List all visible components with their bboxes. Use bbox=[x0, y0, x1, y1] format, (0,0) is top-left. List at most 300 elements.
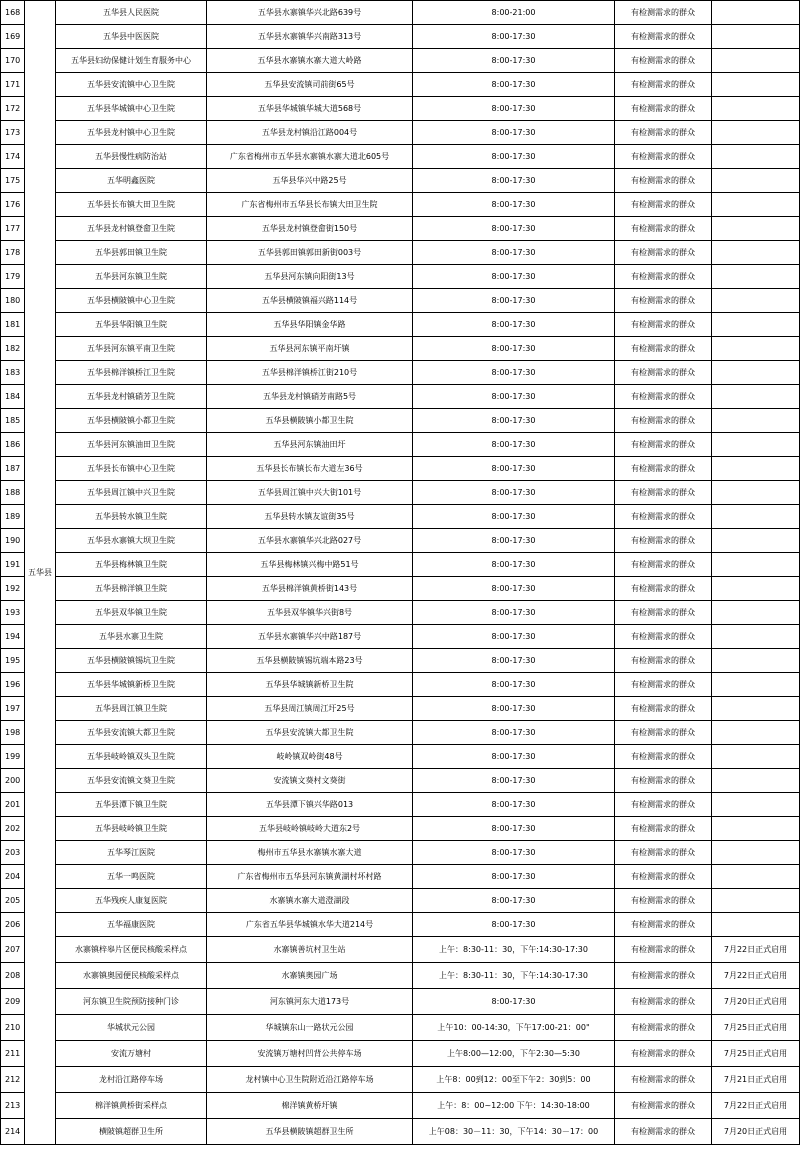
service-hours: 8:00-17:30 bbox=[413, 697, 615, 721]
remark: 7月25日正式启用 bbox=[712, 1015, 800, 1041]
site-address: 河东镇河东大道173号 bbox=[207, 989, 413, 1015]
row-number: 207 bbox=[1, 937, 25, 963]
site-address: 五华县华城镇华城大道568号 bbox=[207, 97, 413, 121]
target-group: 有检测需求的群众 bbox=[615, 529, 712, 553]
row-number: 208 bbox=[1, 963, 25, 989]
service-hours: 上午：8:30-11：30，下午:14:30-17:30 bbox=[413, 937, 615, 963]
row-number: 204 bbox=[1, 865, 25, 889]
service-hours: 上午8:00—12:00，下午2:30—5:30 bbox=[413, 1041, 615, 1067]
target-group: 有检测需求的群众 bbox=[615, 1067, 712, 1093]
target-group: 有检测需求的群众 bbox=[615, 721, 712, 745]
table-row bbox=[1, 889, 800, 913]
remark: 7月20日正式启用 bbox=[712, 989, 800, 1015]
remark bbox=[712, 865, 800, 889]
target-group: 有检测需求的群众 bbox=[615, 481, 712, 505]
target-group: 有检测需求的群众 bbox=[615, 673, 712, 697]
site-address: 五华县水寨镇华兴中路187号 bbox=[207, 625, 413, 649]
target-group: 有检测需求的群众 bbox=[615, 193, 712, 217]
table-row bbox=[1, 817, 800, 841]
site-address: 五华县华阳镇金华路 bbox=[207, 313, 413, 337]
table-row bbox=[1, 1067, 800, 1093]
site-name: 水寨镇梓皋片区便民核酸采样点 bbox=[56, 937, 207, 963]
table-row bbox=[1, 841, 800, 865]
table-row bbox=[1, 361, 800, 385]
target-group: 有检测需求的群众 bbox=[615, 49, 712, 73]
site-name: 五华县横陂镇中心卫生院 bbox=[56, 289, 207, 313]
service-hours: 8:00-17:30 bbox=[413, 649, 615, 673]
remark bbox=[712, 673, 800, 697]
table-row bbox=[1, 793, 800, 817]
table-row bbox=[1, 457, 800, 481]
site-name: 五华县横陂镇小都卫生院 bbox=[56, 409, 207, 433]
site-name: 五华县横陂镇锡坑卫生院 bbox=[56, 649, 207, 673]
site-name: 五华县龙村镇登畲卫生院 bbox=[56, 217, 207, 241]
service-hours: 8:00-17:30 bbox=[413, 769, 615, 793]
row-number: 197 bbox=[1, 697, 25, 721]
remark bbox=[712, 649, 800, 673]
target-group: 有检测需求的群众 bbox=[615, 457, 712, 481]
site-name: 五华县转水镇卫生院 bbox=[56, 505, 207, 529]
site-address: 安流镇万塘村凹背公共停车场 bbox=[207, 1041, 413, 1067]
site-name: 水寨镇奥园便民核酸采样点 bbox=[56, 963, 207, 989]
table-row bbox=[1, 913, 800, 937]
table-row bbox=[1, 1015, 800, 1041]
table-row bbox=[1, 553, 800, 577]
remark bbox=[712, 793, 800, 817]
site-address: 五华县双华镇华兴街8号 bbox=[207, 601, 413, 625]
target-group: 有检测需求的群众 bbox=[615, 97, 712, 121]
target-group: 有检测需求的群众 bbox=[615, 769, 712, 793]
remark bbox=[712, 505, 800, 529]
service-hours: 8:00-17:30 bbox=[413, 673, 615, 697]
site-address: 五华县长布镇长布大道左36号 bbox=[207, 457, 413, 481]
site-name: 河东镇卫生院预防接种门诊 bbox=[56, 989, 207, 1015]
site-name: 五华一鸣医院 bbox=[56, 865, 207, 889]
remark bbox=[712, 25, 800, 49]
target-group: 有检测需求的群众 bbox=[615, 313, 712, 337]
row-number: 191 bbox=[1, 553, 25, 577]
site-address: 水寨镇水寨大道澄湖段 bbox=[207, 889, 413, 913]
site-name: 五华县华阳镇卫生院 bbox=[56, 313, 207, 337]
target-group: 有检测需求的群众 bbox=[615, 289, 712, 313]
remark bbox=[712, 601, 800, 625]
site-address: 广东省梅州市五华县长布镇大田卫生院 bbox=[207, 193, 413, 217]
site-name: 五华县妇幼保健计划生育服务中心 bbox=[56, 49, 207, 73]
site-name: 五华县梅林镇卫生院 bbox=[56, 553, 207, 577]
site-address: 水寨镇奥园广场 bbox=[207, 963, 413, 989]
site-address: 五华县龙村镇硝芳南路5号 bbox=[207, 385, 413, 409]
service-hours: 8:00-17:30 bbox=[413, 553, 615, 577]
remark bbox=[712, 313, 800, 337]
service-hours: 8:00-17:30 bbox=[413, 49, 615, 73]
remark bbox=[712, 145, 800, 169]
remark bbox=[712, 841, 800, 865]
remark: 7月25日正式启用 bbox=[712, 1041, 800, 1067]
site-name: 五华县长布镇大田卫生院 bbox=[56, 193, 207, 217]
service-hours: 8:00-17:30 bbox=[413, 625, 615, 649]
site-name: 五华县人民医院 bbox=[56, 1, 207, 25]
table-row bbox=[1, 625, 800, 649]
table-row bbox=[1, 963, 800, 989]
row-number: 179 bbox=[1, 265, 25, 289]
site-address: 安流镇文葵村文葵街 bbox=[207, 769, 413, 793]
target-group: 有检测需求的群众 bbox=[615, 433, 712, 457]
table-row bbox=[1, 865, 800, 889]
remark bbox=[712, 265, 800, 289]
row-number: 213 bbox=[1, 1093, 25, 1119]
table-row bbox=[1, 1119, 800, 1145]
table-row bbox=[1, 313, 800, 337]
site-name: 五华县潭下镇卫生院 bbox=[56, 793, 207, 817]
service-hours: 8:00-17:30 bbox=[413, 889, 615, 913]
service-hours: 8:00-17:30 bbox=[413, 265, 615, 289]
target-group: 有检测需求的群众 bbox=[615, 385, 712, 409]
remark bbox=[712, 73, 800, 97]
service-hours: 8:00-17:30 bbox=[413, 817, 615, 841]
row-number: 200 bbox=[1, 769, 25, 793]
site-address: 五华县横陂镇小都卫生院 bbox=[207, 409, 413, 433]
remark bbox=[712, 553, 800, 577]
table-row bbox=[1, 97, 800, 121]
remark bbox=[712, 721, 800, 745]
table-row bbox=[1, 529, 800, 553]
remark bbox=[712, 481, 800, 505]
row-number: 176 bbox=[1, 193, 25, 217]
remark bbox=[712, 169, 800, 193]
target-group: 有检测需求的群众 bbox=[615, 169, 712, 193]
site-address: 岐岭镇双岭街48号 bbox=[207, 745, 413, 769]
row-number: 178 bbox=[1, 241, 25, 265]
row-number: 210 bbox=[1, 1015, 25, 1041]
target-group: 有检测需求的群众 bbox=[615, 73, 712, 97]
site-name: 五华县河东镇平南卫生院 bbox=[56, 337, 207, 361]
row-number: 187 bbox=[1, 457, 25, 481]
service-hours: 上午：8：00~12:00 下午：14:30-18:00 bbox=[413, 1093, 615, 1119]
site-address: 五华县河东镇油田圩 bbox=[207, 433, 413, 457]
table-row bbox=[1, 577, 800, 601]
service-hours: 8:00-17:30 bbox=[413, 865, 615, 889]
target-group: 有检测需求的群众 bbox=[615, 963, 712, 989]
service-hours: 8:00-17:30 bbox=[413, 505, 615, 529]
service-hours: 8:00-17:30 bbox=[413, 913, 615, 937]
site-name: 五华残疾人康复医院 bbox=[56, 889, 207, 913]
site-name: 五华县长布镇中心卫生院 bbox=[56, 457, 207, 481]
table-row bbox=[1, 73, 800, 97]
service-hours: 8:00-17:30 bbox=[413, 601, 615, 625]
target-group: 有检测需求的群众 bbox=[615, 361, 712, 385]
table-row bbox=[1, 1, 800, 25]
row-number: 190 bbox=[1, 529, 25, 553]
table-row bbox=[1, 409, 800, 433]
service-hours: 8:00-17:30 bbox=[413, 193, 615, 217]
site-address: 水寨镇善坑村卫生站 bbox=[207, 937, 413, 963]
remark bbox=[712, 1, 800, 25]
site-address: 广东省梅州市五华县水寨镇水寨大道北605号 bbox=[207, 145, 413, 169]
target-group: 有检测需求的群众 bbox=[615, 25, 712, 49]
row-number: 186 bbox=[1, 433, 25, 457]
site-name: 五华县岐岭镇卫生院 bbox=[56, 817, 207, 841]
row-number: 195 bbox=[1, 649, 25, 673]
target-group: 有检测需求的群众 bbox=[615, 553, 712, 577]
service-hours: 上午：8:30-11：30，下午:14:30-17:30 bbox=[413, 963, 615, 989]
site-address: 五华县横陂镇超群卫生所 bbox=[207, 1119, 413, 1145]
site-address: 五华县郭田镇郭田新街003号 bbox=[207, 241, 413, 265]
row-number: 180 bbox=[1, 289, 25, 313]
row-number: 203 bbox=[1, 841, 25, 865]
site-name: 五华县华城镇新桥卫生院 bbox=[56, 673, 207, 697]
target-group: 有检测需求的群众 bbox=[615, 865, 712, 889]
site-address: 五华县龙村镇登畲街150号 bbox=[207, 217, 413, 241]
site-address: 五华县横陂镇福兴路114号 bbox=[207, 289, 413, 313]
site-name: 五华县安流镇中心卫生院 bbox=[56, 73, 207, 97]
target-group: 有检测需求的群众 bbox=[615, 601, 712, 625]
service-hours: 8:00-17:30 bbox=[413, 433, 615, 457]
remark bbox=[712, 121, 800, 145]
row-number: 211 bbox=[1, 1041, 25, 1067]
remark bbox=[712, 889, 800, 913]
target-group: 有检测需求的群众 bbox=[615, 889, 712, 913]
remark bbox=[712, 817, 800, 841]
service-hours: 8:00-17:30 bbox=[413, 529, 615, 553]
service-hours: 8:00-17:30 bbox=[413, 361, 615, 385]
remark bbox=[712, 361, 800, 385]
row-number: 205 bbox=[1, 889, 25, 913]
site-name: 五华县周江镇中兴卫生院 bbox=[56, 481, 207, 505]
remark bbox=[712, 97, 800, 121]
table-row bbox=[1, 193, 800, 217]
target-group: 有检测需求的群众 bbox=[615, 145, 712, 169]
remark bbox=[712, 529, 800, 553]
target-group: 有检测需求的群众 bbox=[615, 937, 712, 963]
row-number: 198 bbox=[1, 721, 25, 745]
table-row bbox=[1, 169, 800, 193]
row-number: 171 bbox=[1, 73, 25, 97]
site-name: 安流万塘村 bbox=[56, 1041, 207, 1067]
remark bbox=[712, 49, 800, 73]
site-name: 五华明鑫医院 bbox=[56, 169, 207, 193]
target-group: 有检测需求的群众 bbox=[615, 265, 712, 289]
site-address: 五华县转水镇友谊街35号 bbox=[207, 505, 413, 529]
table-row bbox=[1, 1093, 800, 1119]
table-row bbox=[1, 937, 800, 963]
table-row bbox=[1, 121, 800, 145]
remark: 7月22日正式启用 bbox=[712, 963, 800, 989]
target-group: 有检测需求的群众 bbox=[615, 745, 712, 769]
site-name: 五华县棉洋镇桥江卫生院 bbox=[56, 361, 207, 385]
site-name: 五华县华城镇中心卫生院 bbox=[56, 97, 207, 121]
row-number: 201 bbox=[1, 793, 25, 817]
site-name: 五华县水寨镇大坝卫生院 bbox=[56, 529, 207, 553]
row-number: 172 bbox=[1, 97, 25, 121]
remark bbox=[712, 457, 800, 481]
table-row bbox=[1, 289, 800, 313]
row-number: 185 bbox=[1, 409, 25, 433]
row-number: 214 bbox=[1, 1119, 25, 1145]
site-address: 五华县棉洋镇黄桥街143号 bbox=[207, 577, 413, 601]
remark bbox=[712, 385, 800, 409]
target-group: 有检测需求的群众 bbox=[615, 505, 712, 529]
service-hours: 8:00-17:30 bbox=[413, 385, 615, 409]
remark: 7月22日正式启用 bbox=[712, 937, 800, 963]
site-name: 五华县安流镇文葵卫生院 bbox=[56, 769, 207, 793]
row-number: 202 bbox=[1, 817, 25, 841]
row-number: 169 bbox=[1, 25, 25, 49]
site-name: 五华县岐岭镇双头卫生院 bbox=[56, 745, 207, 769]
remark bbox=[712, 577, 800, 601]
table-row bbox=[1, 769, 800, 793]
site-name: 龙村沿江路停车场 bbox=[56, 1067, 207, 1093]
target-group: 有检测需求的群众 bbox=[615, 649, 712, 673]
row-number: 182 bbox=[1, 337, 25, 361]
site-name: 棉洋镇黄桥街采样点 bbox=[56, 1093, 207, 1119]
row-number: 168 bbox=[1, 1, 25, 25]
remark bbox=[712, 241, 800, 265]
service-hours: 8:00-17:30 bbox=[413, 145, 615, 169]
site-address: 五华县安流镇大都卫生院 bbox=[207, 721, 413, 745]
row-number: 181 bbox=[1, 313, 25, 337]
service-hours: 8:00-17:30 bbox=[413, 793, 615, 817]
site-name: 五华县河东镇卫生院 bbox=[56, 265, 207, 289]
row-number: 183 bbox=[1, 361, 25, 385]
site-address: 五华县河东镇平南圩镇 bbox=[207, 337, 413, 361]
row-number: 170 bbox=[1, 49, 25, 73]
remark bbox=[712, 289, 800, 313]
service-hours: 8:00-17:30 bbox=[413, 481, 615, 505]
row-number: 189 bbox=[1, 505, 25, 529]
table-row bbox=[1, 1041, 800, 1067]
row-number: 196 bbox=[1, 673, 25, 697]
row-number: 192 bbox=[1, 577, 25, 601]
service-hours: 8:00-17:30 bbox=[413, 313, 615, 337]
table-row bbox=[1, 49, 800, 73]
site-address: 五华县龙村镇沿江路004号 bbox=[207, 121, 413, 145]
site-address: 五华县棉洋镇桥江街210号 bbox=[207, 361, 413, 385]
remark bbox=[712, 409, 800, 433]
table-row bbox=[1, 601, 800, 625]
site-address: 五华县安流镇司前街65号 bbox=[207, 73, 413, 97]
table-row bbox=[1, 241, 800, 265]
table-row bbox=[1, 337, 800, 361]
row-number: 177 bbox=[1, 217, 25, 241]
table-row bbox=[1, 217, 800, 241]
service-hours: 上午10：00-14:30，下午17:00-21：00" bbox=[413, 1015, 615, 1041]
site-address: 五华县河东镇向阳街13号 bbox=[207, 265, 413, 289]
site-name: 华城状元公园 bbox=[56, 1015, 207, 1041]
target-group: 有检测需求的群众 bbox=[615, 697, 712, 721]
service-hours: 8:00-17:30 bbox=[413, 241, 615, 265]
service-hours: 8:00-17:30 bbox=[413, 745, 615, 769]
remark bbox=[712, 625, 800, 649]
site-name: 五华县慢性病防治站 bbox=[56, 145, 207, 169]
service-hours: 8:00-17:30 bbox=[413, 989, 615, 1015]
row-number: 199 bbox=[1, 745, 25, 769]
remark bbox=[712, 337, 800, 361]
remark bbox=[712, 913, 800, 937]
target-group: 有检测需求的群众 bbox=[615, 217, 712, 241]
table-row bbox=[1, 989, 800, 1015]
site-address: 广东省五华县华城镇水华大道214号 bbox=[207, 913, 413, 937]
target-group: 有检测需求的群众 bbox=[615, 817, 712, 841]
service-hours: 上午08：30－11：30，下午14：30－17：00 bbox=[413, 1119, 615, 1145]
table-row bbox=[1, 25, 800, 49]
remark: 7月22日正式启用 bbox=[712, 1093, 800, 1119]
service-hours: 8:00-17:30 bbox=[413, 721, 615, 745]
site-name: 五华县中医医院 bbox=[56, 25, 207, 49]
site-name: 五华县双华镇卫生院 bbox=[56, 601, 207, 625]
site-name: 五华县龙村镇中心卫生院 bbox=[56, 121, 207, 145]
site-name: 五华县水寨卫生院 bbox=[56, 625, 207, 649]
table-row bbox=[1, 265, 800, 289]
site-address: 广东省梅州市五华县河东镇黄湖村坏村路 bbox=[207, 865, 413, 889]
row-number: 212 bbox=[1, 1067, 25, 1093]
site-address: 龙村镇中心卫生院附近沿江路停车场 bbox=[207, 1067, 413, 1093]
remark bbox=[712, 697, 800, 721]
site-name: 横陂镇超群卫生所 bbox=[56, 1119, 207, 1145]
remark: 7月21日正式启用 bbox=[712, 1067, 800, 1093]
service-hours: 8:00-17:30 bbox=[413, 577, 615, 601]
site-name: 五华县河东镇油田卫生院 bbox=[56, 433, 207, 457]
site-name: 五华县棉洋镇卫生院 bbox=[56, 577, 207, 601]
site-address: 华城镇东山一路状元公园 bbox=[207, 1015, 413, 1041]
remark: 7月20日正式启用 bbox=[712, 1119, 800, 1145]
service-hours: 8:00-17:30 bbox=[413, 289, 615, 313]
site-name: 五华县周江镇卫生院 bbox=[56, 697, 207, 721]
service-hours: 8:00-17:30 bbox=[413, 73, 615, 97]
remark bbox=[712, 193, 800, 217]
service-hours: 8:00-21:00 bbox=[413, 1, 615, 25]
row-number: 193 bbox=[1, 601, 25, 625]
table-row bbox=[1, 649, 800, 673]
row-number: 184 bbox=[1, 385, 25, 409]
site-address: 五华县华兴中路25号 bbox=[207, 169, 413, 193]
target-group: 有检测需求的群众 bbox=[615, 1, 712, 25]
site-address: 五华县水寨镇华兴北路639号 bbox=[207, 1, 413, 25]
county-cell: 五华县 bbox=[25, 1, 56, 1145]
target-group: 有检测需求的群众 bbox=[615, 793, 712, 817]
service-hours: 8:00-17:30 bbox=[413, 409, 615, 433]
table-row bbox=[1, 697, 800, 721]
site-address: 五华县横陂镇锡坑端本路23号 bbox=[207, 649, 413, 673]
table-row bbox=[1, 385, 800, 409]
site-name: 五华县安流镇大都卫生院 bbox=[56, 721, 207, 745]
row-number: 188 bbox=[1, 481, 25, 505]
row-number: 206 bbox=[1, 913, 25, 937]
service-hours: 8:00-17:30 bbox=[413, 337, 615, 361]
service-hours: 8:00-17:30 bbox=[413, 25, 615, 49]
remark bbox=[712, 769, 800, 793]
target-group: 有检测需求的群众 bbox=[615, 1119, 712, 1145]
service-hours: 8:00-17:30 bbox=[413, 121, 615, 145]
row-number: 174 bbox=[1, 145, 25, 169]
table-row bbox=[1, 433, 800, 457]
table-row bbox=[1, 481, 800, 505]
row-number: 175 bbox=[1, 169, 25, 193]
site-address: 五华县周江镇周江圩25号 bbox=[207, 697, 413, 721]
service-hours: 8:00-17:30 bbox=[413, 457, 615, 481]
site-address: 棉洋镇黄桥圩镇 bbox=[207, 1093, 413, 1119]
site-address: 五华县水寨镇华兴南路313号 bbox=[207, 25, 413, 49]
target-group: 有检测需求的群众 bbox=[615, 625, 712, 649]
site-address: 五华县水寨镇水寨大道大岭路 bbox=[207, 49, 413, 73]
service-hours: 上午8：00到12：00至下午2：30到5：00 bbox=[413, 1067, 615, 1093]
target-group: 有检测需求的群众 bbox=[615, 121, 712, 145]
remark bbox=[712, 217, 800, 241]
site-name: 五华县郭田镇卫生院 bbox=[56, 241, 207, 265]
target-group: 有检测需求的群众 bbox=[615, 577, 712, 601]
target-group: 有检测需求的群众 bbox=[615, 1015, 712, 1041]
site-name: 五华琴江医院 bbox=[56, 841, 207, 865]
target-group: 有检测需求的群众 bbox=[615, 241, 712, 265]
